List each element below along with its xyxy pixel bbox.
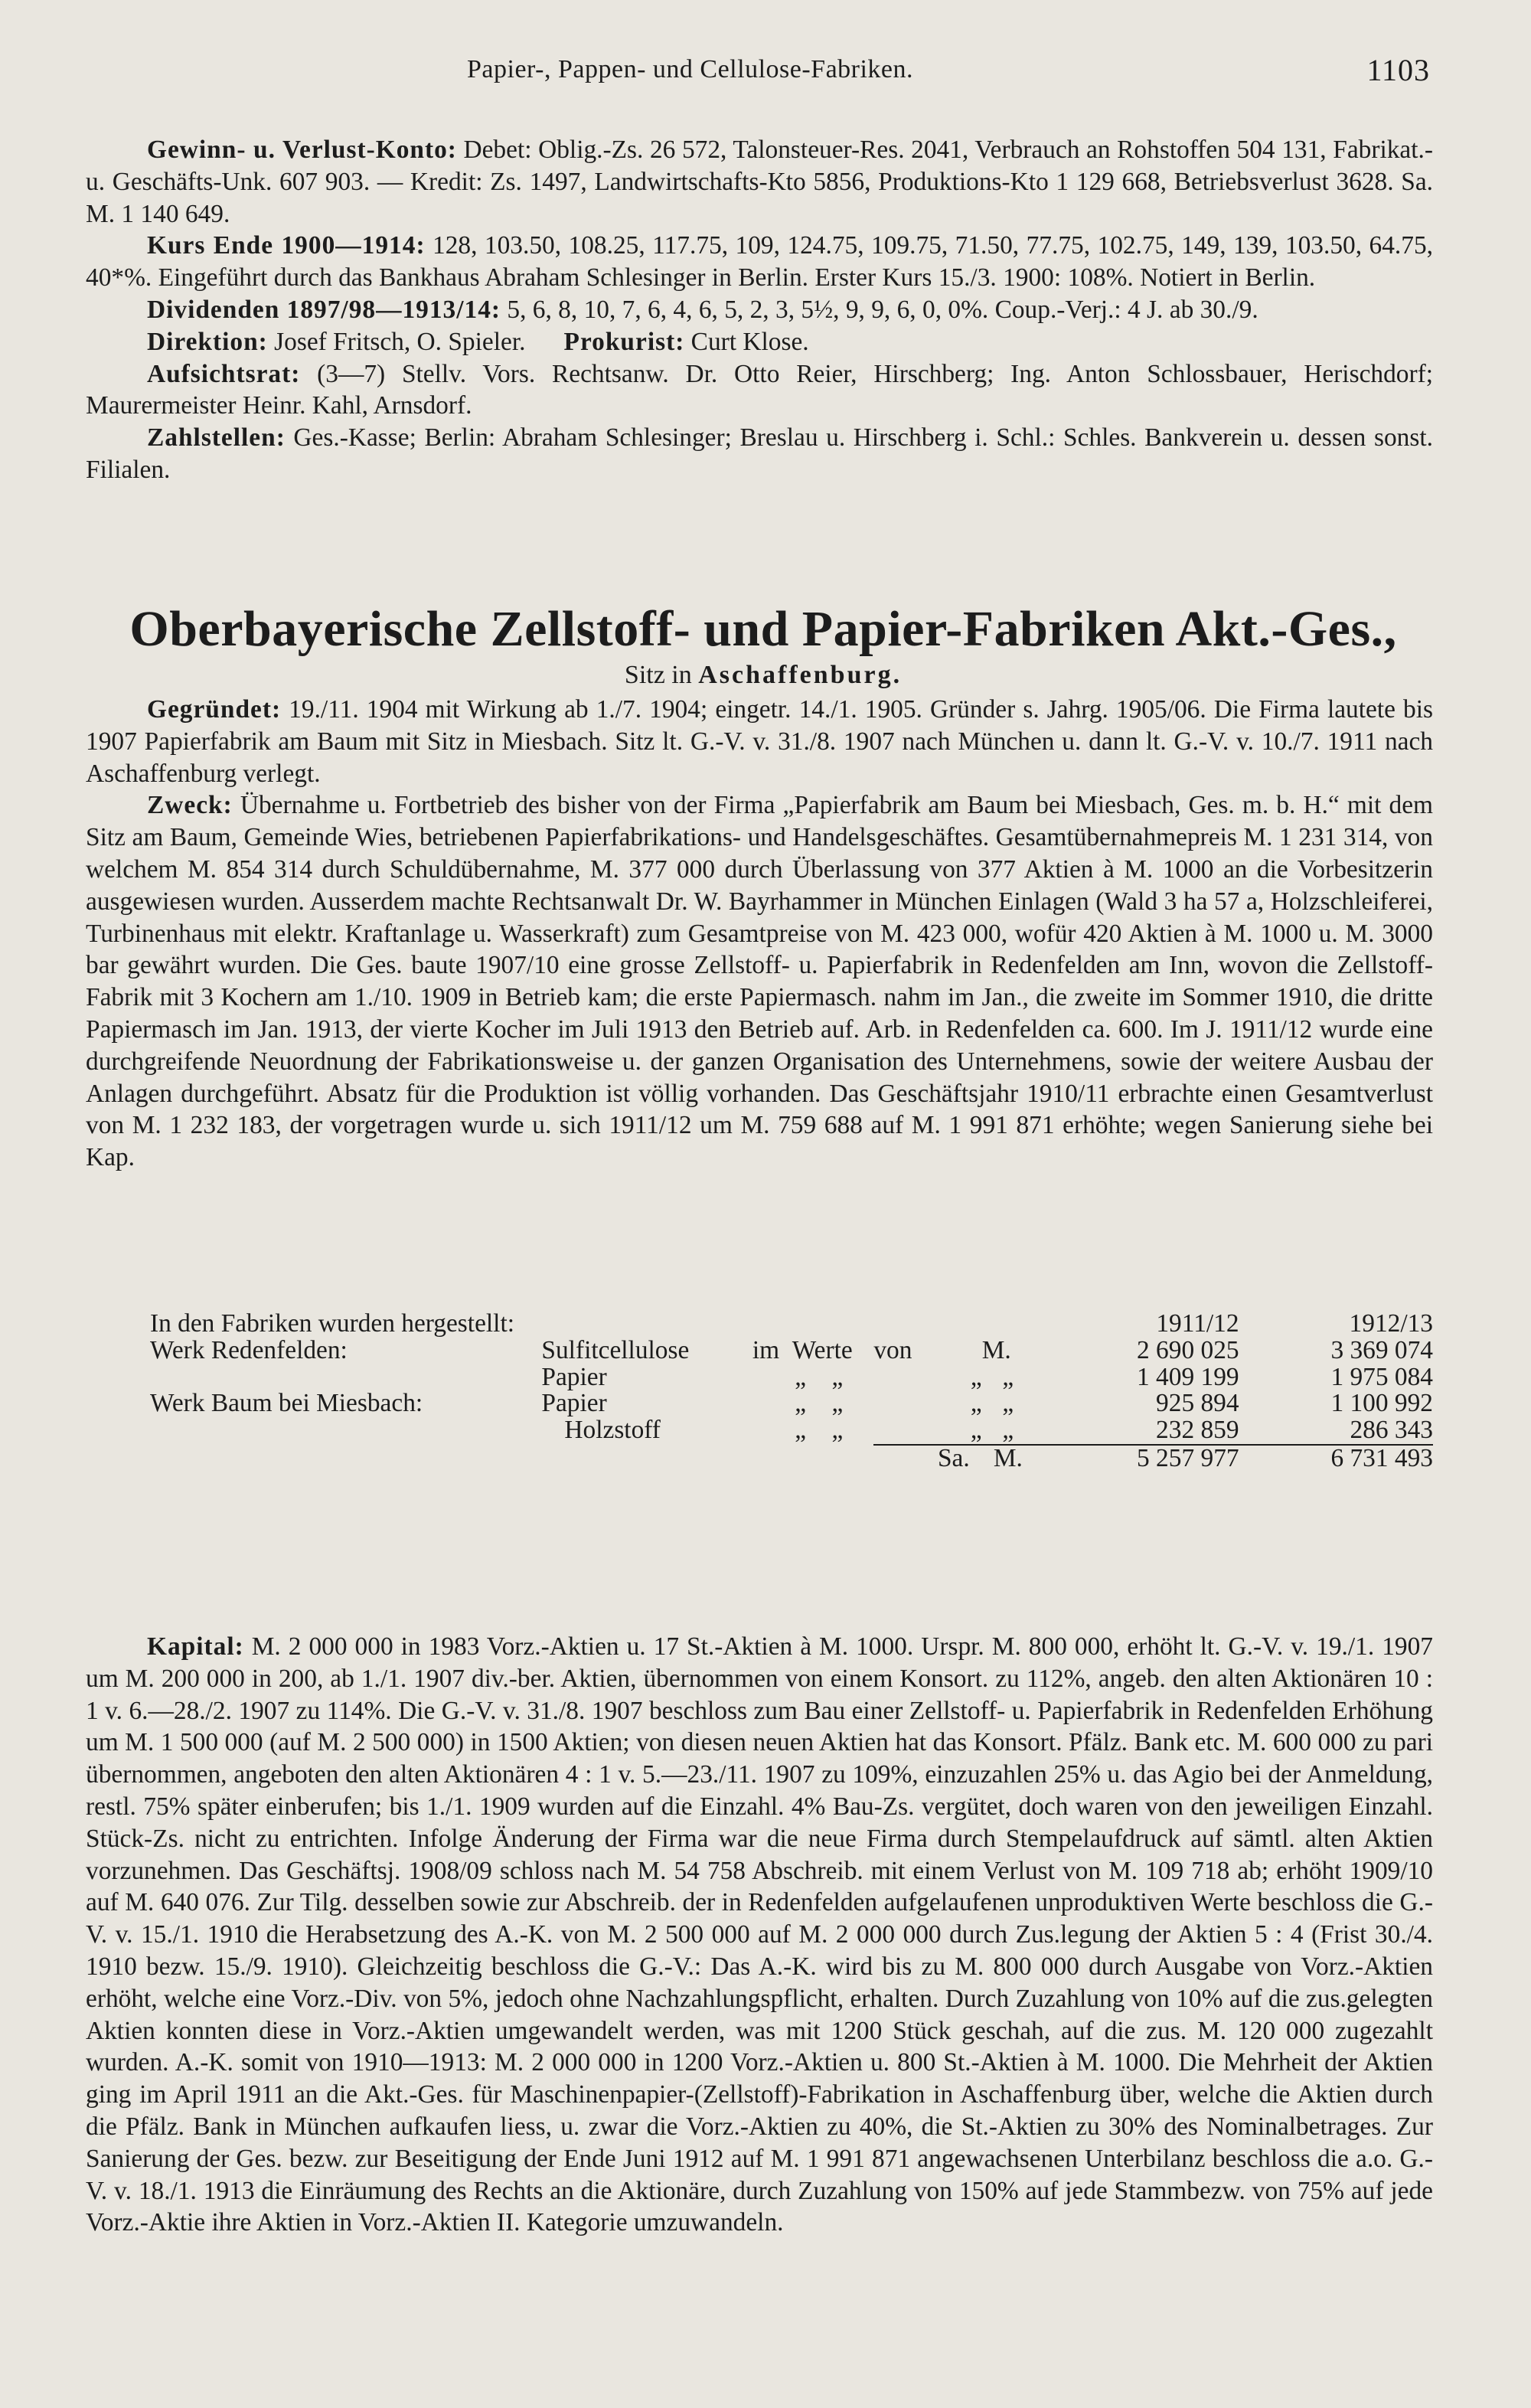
value-word-3: „ (970, 1389, 982, 1418)
sum-1912-13: 6 731 493 (1239, 1445, 1433, 1472)
production-sum-row (86, 1445, 1433, 1472)
currency: „ (1002, 1416, 1014, 1445)
value-1912-13: 1 975 084 (1330, 1362, 1433, 1391)
currency: „ (1002, 1362, 1014, 1391)
works-name: Werk Redenfelden: (150, 1335, 348, 1364)
gewinn-verlust-label: Gewinn- u. Verlust-Konto: (147, 136, 457, 164)
works-name: Werk Baum bei Miesbach: (150, 1389, 423, 1418)
kapital-label: Kapital: (147, 1632, 244, 1661)
direktion-label: Direktion: (147, 327, 268, 356)
kapital-section (86, 1631, 1433, 2239)
value-word-2: „ (831, 1416, 844, 1445)
zweck-paragraph (86, 789, 1433, 1174)
sum-label: Sa. (873, 1445, 981, 1472)
dividenden-text: 5, 6, 8, 10, 7, 6, 4, 6, 5, 2, 3, 5½, 9, 9, 6, 0, 0%. Coup.-Verj.: 4 J. ab 30./9. (501, 295, 1258, 324)
aufsichtsrat-label: Aufsichtsrat: (147, 359, 301, 388)
value-1912-13: 286 343 (1350, 1416, 1433, 1445)
company-section (86, 694, 1433, 1174)
production-year-2: 1912/13 (1349, 1309, 1433, 1338)
value-1911-12: 1 409 199 (1137, 1362, 1239, 1391)
page-header (0, 55, 1531, 92)
works-name (86, 1364, 541, 1391)
kurs-paragraph (86, 230, 1433, 294)
table-row (86, 1390, 1433, 1417)
production-table (86, 1311, 1433, 1472)
value-word-1: „ (795, 1389, 807, 1418)
gegruendet-paragraph (86, 694, 1433, 789)
product-name: Papier (541, 1362, 607, 1391)
value-word-2: Werte (792, 1335, 853, 1364)
kapital-paragraph (86, 1631, 1433, 2239)
value-1912-13: 3 369 074 (1330, 1335, 1433, 1364)
value-1911-12: 2 690 025 (1137, 1335, 1239, 1364)
value-word-1: „ (795, 1416, 807, 1445)
value-word-3: „ (970, 1416, 982, 1445)
dividenden-paragraph (86, 294, 1433, 326)
zahlstellen-label: Zahlstellen: (147, 423, 286, 453)
sum-1911-12: 5 257 977 (1085, 1445, 1239, 1472)
gewinn-verlust-text: Debet: Oblig.-Zs. 26 572, Talonsteuer-Res. 2041, Verbrauch an Rohstoffen 504 131, Fabrikat.- u. Geschäfts-Unk. 607 903. — Kredit: Zs. 1497, Landwirtschafts-Kto 5856, Produktions-Kto 1 129 668, Betriebsverlust 3628. Sa. M. 1 140 649. (86, 136, 1433, 228)
production-header-row (86, 1311, 1433, 1338)
aufsichtsrat-text: (3—7) Stellv. Vors. Rechtsanw. Dr. Otto Reier, Hirschberg; Ing. Anton Schlossbauer, Herischdorf; Maurermeister Heinr. Kahl, Arnsdorf. (86, 359, 1433, 420)
value-word-1: im (752, 1335, 780, 1364)
kurs-label: Kurs Ende 1900—1914: (147, 231, 426, 260)
zahlstellen-text: Ges.-Kasse; Berlin: Abraham Schlesinger; Breslau u. Hirschberg i. Schl.: Schles. Bankverein u. dessen sonst. Filialen. (86, 423, 1433, 484)
works-name (86, 1417, 541, 1445)
sitz-prefix: Sitz in (624, 661, 692, 689)
sum-currency: M. (982, 1445, 1034, 1472)
value-word-3: von (873, 1335, 912, 1364)
table-row (86, 1417, 1433, 1445)
product-name: Papier (541, 1389, 607, 1418)
product-name: Sulfitcellulose (541, 1335, 690, 1364)
aufsichtsrat-paragraph (86, 358, 1433, 423)
gewinn-verlust-paragraph (86, 134, 1433, 230)
running-title: Papier-, Pappen- und Cellulose-Fabriken. (467, 55, 914, 83)
kurs-text: 128, 103.50, 108.25, 117.75, 109, 124.75, 109.75, 71.50, 77.75, 102.75, 149, 139, 103.50, 64.75, 40*%. Eingeführt durch das Bankhaus Abraham Schlesinger in Berlin. Erster Kurs 15./3. 1900: 108%. Notiert in Berlin. (86, 231, 1433, 292)
company-seat (86, 660, 1441, 691)
zweck-label: Zweck: (147, 791, 233, 820)
kapital-text: M. 2 000 000 in 1983 Vorz.-Aktien u. 17 St.-Aktien à M. 1000. Urspr. M. 800 000, erhöht lt. G.-V. v. 19./1. 1907 um M. 200 000 in 200, ab 1./1. 1907 div.-ber. Aktien, übernommen von einem Konsort. zu 112%, angeb. den alten Aktionären 10 : 1 v. 6.—28./2. 1907 zu 114%. Die G.-V. v. 31./8. 1907 beschloss zum Bau einer Zellstoff- u. Papierfabrik in Redenfelden Erhöhung um M. 1 500 000 (auf M. 2 500 000) in 1500 Aktien; von diesen neuen Aktien hat das Konsort. Pfälz. Bank etc. M. 600 000 zu pari übernommen, angeboten den alten Aktionären 4 : 1 v. 5.—23./11. 1907 zu 109%, einzuzahlen 25% u. das Agio bei der Anmeldung, restl. 75% später einberufen; bis 1./1. 1909 wurden auf die Einzahl. 4% Bau-Zs. vergütet, doch waren von den jeweiligen Einzahl. Stück-Zs. nicht zu entrichten. Infolge Änderung der Firma war die neue Firma durch Stempelaufdruck auf sämtl. alten Aktien vorzunehmen. Das Geschäftsj. 1908/09 schloss nach M. 54 758 Abschreib. mit einem Verlust von M. 109 718 ab; erhöht 1909/10 auf M. 640 076. Zur Tilg. desselben sowie zur Abschreib. der in Redenfelden aufgelaufenen unproduktiven Werte beschloss die G.-V. v. 15./1. 1910 die Herabsetzung des A.-K. von M. 2 500 000 auf M. 2 000 000 durch Zus.legung der Aktien 5 : 4 (Frist 30./4. 1910 bezw. 15./9. 1910). Gleichzeitig beschloss die G.-V.: Das A.-K. wird bis zu M. 800 000 durch Ausgabe von Vorz.-Aktien erhöht, welche eine Vorz.-Div. von 5%, jedoch ohne Nachzahlungspflicht, erhalten. Durch Zuzahlung von 10% auf die zus.gelegten Aktien konnten diese in Vorz.-Aktien umgewandelt werden, was mit 1200 Stück geschah, auf die zus. M. 120 000 zugezahlt wurden. A.-K. somit von 1910—1913: M. 2 000 000 in 1200 Vorz.-Aktien u. 800 St.-Aktien à M. 1000. Die Mehrheit der Aktien ging im April 1911 an die Akt.-Ges. für Maschinenpapier-(Zellstoff)-Fabrikation in Aschaffenburg über, welche die Aktien durch die Pfälz. Bank in München aufkaufen liess, u. zwar die Vorz.-Aktien zu 40%, die St.-Aktien zu 30% des Nominalbetrages. Zur Sanierung der Ges. bezw. zur Beseitigung der Ende Juni 1912 auf M. 1 991 871 angewachsenen Unterbilanz beschloss die a.o. G.-V. v. 18./1. 1913 die Einräumung des Rechts an die Aktionäre, durch Zuzahlung von 150% auf jede Stammbezw. von 75% auf jede Vorz.-Aktie ihre Aktien in Vorz.-Aktien II. Kategorie umzuwandeln. (86, 1632, 1433, 2237)
table-row (86, 1364, 1433, 1391)
direktion-paragraph (86, 326, 1433, 358)
value-1911-12: 232 859 (1156, 1416, 1239, 1445)
production-year-1: 1911/12 (1156, 1309, 1239, 1338)
dividenden-label: Dividenden 1897/98—1913/14: (147, 295, 501, 324)
currency: M. (981, 1335, 1011, 1364)
sitz-city: Aschaffenburg. (698, 661, 903, 689)
production-intro: In den Fabriken wurden hergestellt: (150, 1309, 514, 1338)
prokurist-label: Prokurist: (563, 327, 685, 356)
gegruendet-label: Gegründet: (147, 695, 282, 724)
value-1911-12: 925 894 (1156, 1389, 1239, 1418)
product-name: Holzstoff (564, 1416, 661, 1445)
page-number: 1103 (1366, 53, 1430, 87)
gegruendet-text: 19./11. 1904 mit Wirkung ab 1./7. 1904; eingetr. 14./1. 1905. Gründer s. Jahrg. 1905/06. Die Firma lautete bis 1907 Papierfabrik am Baum mit Sitz in Miesbach. Sitz lt. G.-V. v. 31./8. 1907 nach München u. dann lt. G.-V. v. 10./7. 1911 nach Aschaffenburg verlegt. (86, 695, 1433, 788)
prokurist-text: Curt Klose. (684, 327, 809, 356)
previous-company-section (86, 134, 1433, 486)
table-row (86, 1338, 1433, 1364)
value-word-2: „ (831, 1389, 844, 1418)
company-title: Oberbayerische Zellstoff- und Papier-Fabriken Akt.-Ges., (129, 601, 1397, 657)
value-word-2: „ (831, 1362, 844, 1391)
value-word-1: „ (795, 1362, 807, 1391)
value-1912-13: 1 100 992 (1330, 1389, 1433, 1418)
zweck-text: Übernahme u. Fortbetrieb des bisher von der Firma „Papierfabrik am Baum bei Miesbach, Ges. m. b. H.“ mit dem Sitz am Baum, Gemeinde Wies, betriebenen Papierfabrikations- und Handelsgeschäftes. Gesamtübernahmepreis M. 1 231 314, von welchem M. 854 314 durch Schuldübernahme, M. 377 000 durch Überlassung von 377 Aktien à M. 1000 an die Vorbesitzerin ausgewiesen wurden. Ausserdem machte Rechtsanwalt Dr. W. Bayrhammer in München Einlagen (Wald 3 ha 57 a, Holzschleiferei, Turbinenhaus mit elektr. Kraftanlage u. Wasserkraft) zum Gesamtpreise von M. 423 000, wofür 420 Aktien à M. 1000 u. M. 3000 bar gewährt wurden. Die Ges. baute 1907/10 eine grosse Zellstoff- u. Papierfabrik in Redenfelden am Inn, wovon die Zellstoff-Fabrik mit 3 Kochern am 1./10. 1909 in Betrieb kam; die erste Papiermasch. nahm im Jan., die zweite im Sommer 1910, die dritte Papiermasch im Jan. 1913, der vierte Kocher im Juli 1913 den Betrieb auf. Arb. in Redenfelden ca. 600. Im J. 1911/12 wurde eine durchgreifende Neuordnung der Fabrikationsweise u. der ganzen Organisation des Unternehmens, sowie der weitere Ausbau der Anlagen durchgeführt. Absatz für die Produktion ist völlig vorhanden. Das Geschäftsjahr 1910/11 erbrachte einen Gesamtverlust von M. 1 232 183, der vorgetragen wurde u. sich 1911/12 um M. 759 688 auf M. 1 991 871 erhöhte; wegen Sanierung siehe bei Kap. (86, 791, 1433, 1172)
zahlstellen-paragraph (86, 422, 1433, 486)
currency: „ (1002, 1389, 1014, 1418)
value-word-3: „ (970, 1362, 982, 1391)
direktion-text: Josef Fritsch, O. Spieler. (267, 327, 526, 356)
